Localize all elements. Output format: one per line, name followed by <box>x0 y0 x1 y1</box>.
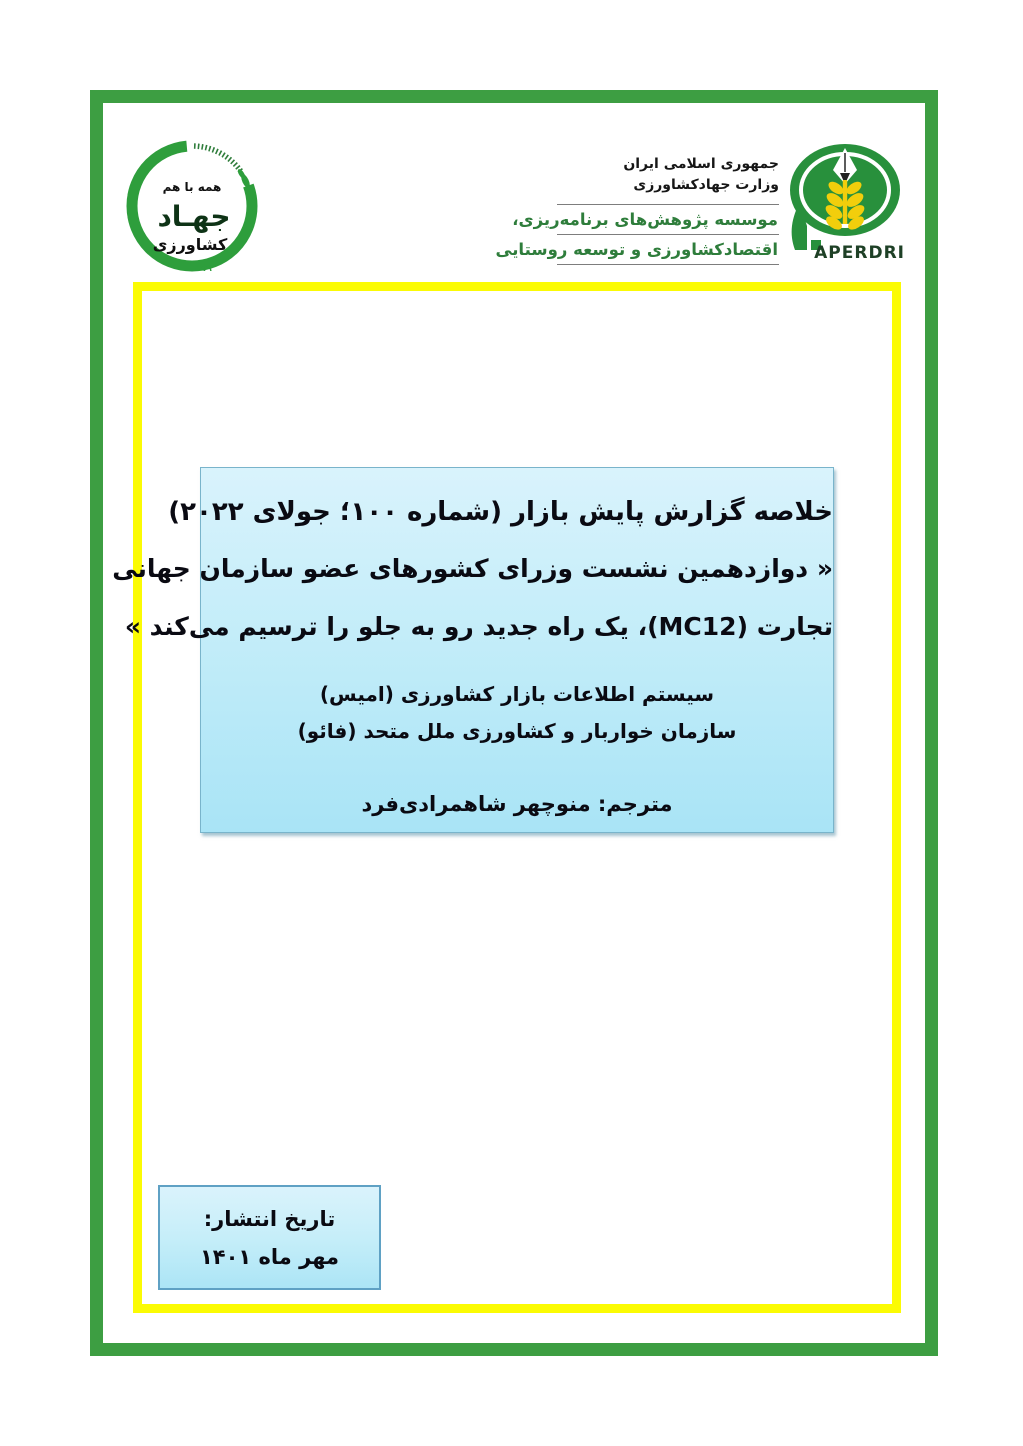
translator-line: مترجم: منوچهر شاهمرادی‌فرد <box>361 792 673 816</box>
source-line-1: سیستم اطلاعات بازار کشاورزی (امیس) <box>319 682 715 706</box>
aperdri-logo-icon <box>779 140 915 266</box>
institute-line-2: اقتصادکشاورزی و توسعه روستایی <box>557 235 779 265</box>
ministry-line: وزارت جهادکشاورزی <box>633 177 779 193</box>
jihad-subtitle: کشاورزی <box>152 235 228 254</box>
report-title-box <box>112 467 834 833</box>
publication-date-value: مهر ماه ۱۴۰۱ <box>199 1245 340 1269</box>
report-title-line-1: خلاصه گزارش پایش بازار (شماره ۱۰۰؛ جولای ۲۰۲۲) <box>168 497 833 527</box>
publication-date-label: تاریخ انتشار: <box>203 1207 336 1231</box>
publication-date-box <box>158 1185 381 1290</box>
jihad-title: جهـاد <box>157 200 231 233</box>
header-right-block <box>495 140 915 266</box>
institute-line-1: موسسه پژوهش‌های برنامه‌ریزی، <box>557 205 779 235</box>
institute-name-block <box>495 204 779 265</box>
report-title-line-3: تجارت (MC12)، یک راه جدید رو به جلو را ترسیم می‌کند » <box>124 612 833 641</box>
country-line: جمهوری اسلامی ایران <box>623 156 779 172</box>
report-title-line-2: « دوازدهمین نشست وزرای کشورهای عضو سازمان جهانی <box>112 554 833 583</box>
jihad-slogan: همه با هم <box>162 180 222 194</box>
jihad-keshavarzi-logo-icon <box>116 134 268 280</box>
ministry-text-block <box>495 140 779 265</box>
jihad-year-mark: ۱۳۷۹ <box>192 264 212 273</box>
source-line-2: سازمان خواربار و کشاورزی ملل متحد (فائو) <box>297 719 737 743</box>
aperdri-acronym: APERDRI <box>814 243 905 263</box>
